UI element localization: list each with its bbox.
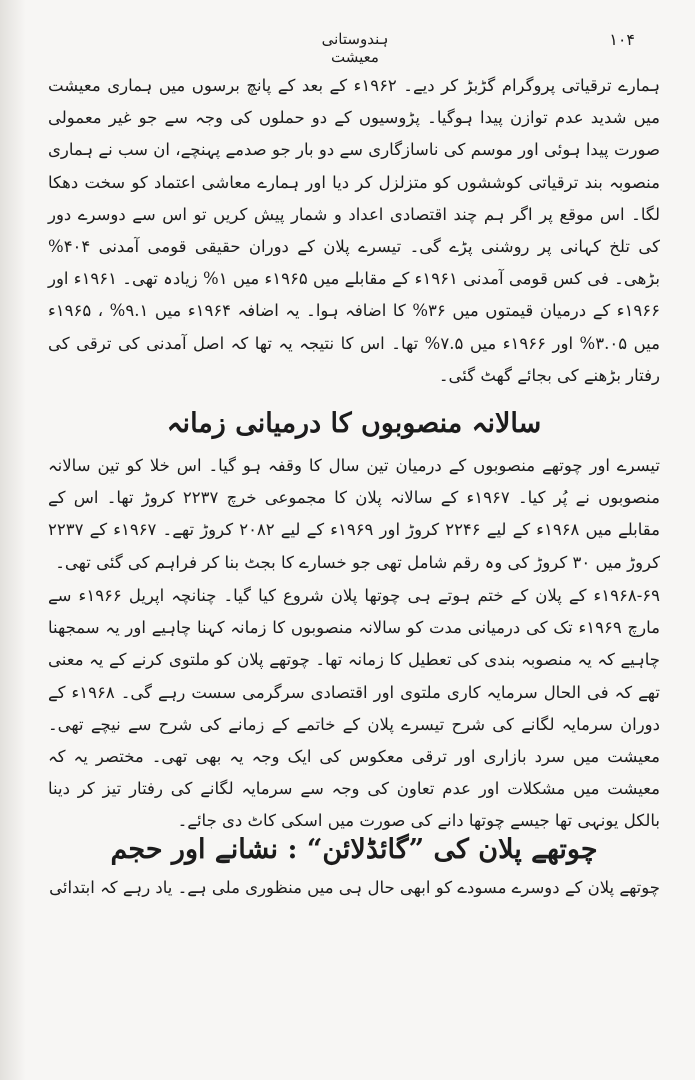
paragraph-4 <box>48 872 660 904</box>
page-edge-shadow <box>0 0 26 1080</box>
running-title: ہندوستانی معیشت <box>321 30 389 66</box>
paragraph-1-text: ہمارے ترقیاتی پروگرام گڑبڑ کر دیے۔ ۱۹۶۲ء کے بعد کے پانچ برسوں میں ہماری معیشت میں شدید عدم توازن پیدا ہوگیا۔ پڑوسیوں کے دو حملوں کی وجہ سے جو غیر معمولی صورت پیدا ہوئی اور موسم کی ناسازگاری سے دو بار جو صدمے پہنچے، ان سب نے ہماری منصوبہ بند ترقیاتی کوششوں کو متزلزل کر دیا اور ہمارے معاشی اعتماد کو سخت دھکا لگا۔ اس موقع پر اگر ہم چند اقتصادی اعداد و شمار پیش کریں تو اس سے دوسرے دور کی تلخ کہانی پر روشنی پڑے گی۔ تیسرے پلان کے دوران حقیقی قومی آمدنی ۴۰۴% بڑھی۔ فی کس قومی آمدنی ۱۹۶۱ء کے مقابلے میں ۱۹۶۵ء میں ۱% زیادہ تھی۔ ۱۹۶۱ء اور ۱۹۶۶ء کے درمیان قیمتوں میں ۳۶% کا اضافہ ہوا۔ یہ اضافہ ۱۹۶۴ء میں ۹.۱% ، ۱۹۶۵ء میں ۳.۰۵% اور ۱۹۶۶ء میں ۷.۵% تھا۔ اس کا نتیجہ یہ تھا کہ اصل آمدنی کی ترقی کی رفتار بڑھنے کی بجائے گھٹ گئی۔ <box>48 76 660 385</box>
paragraph-4-text: چوتھے پلان کے دوسرے مسودے کو ابھی حال ہی میں منظوری ملی ہے۔ یاد رہے کہ ابتدائی <box>49 878 660 897</box>
section-heading-fourth-plan: چوتھے پلان کی ”گائڈلائن“ : نشانے اور حجم <box>110 834 598 865</box>
paragraph-3-text: ۱۹۶۸-۶۹ء کے پلان کے ختم ہوتے ہی چوتھا پلان شروع کیا گیا۔ چنانچہ اپریل ۱۹۶۶ء سے مارچ ۱۹۶۹ء تک کی درمیانی مدت کو سالانہ منصوبوں کا زمانہ کہنا چاہیے اور یہ سمجھنا چاہیے کہ یہ منصوبہ بندی کی تعطیل کا زمانہ تھا۔ چوتھے پلان کو ملتوی کرنے کے یہ معنی تھے کہ فی الحال سرمایہ کاری ملتوی اور اقتصادی سرگرمی سست رہے گی۔ ۱۹۶۸ء کے دوران سرمایہ لگانے کی شرح تیسرے پلان کے خاتمے کے زمانے کی شرح سے نیچے تھی۔ معیشت میں سرد بازاری اور ترقی معکوس کی ایک وجہ یہ بھی تھی۔ مختصر یہ کہ معیشت میں مشکلات اور عدم تعاون کی وجہ سے سرمایہ لگانے کی رفتار تیز کر دینا بالکل یونہی تھا جیسے چوتھا دانے کی صورت میں اسکی کاٹ دی جائے۔ <box>48 586 661 831</box>
paragraph-2 <box>48 450 660 579</box>
paragraph-3 <box>48 580 660 838</box>
paragraph-1 <box>48 70 660 392</box>
page-number: ۱۰۴ <box>609 30 635 49</box>
page-header <box>0 28 695 66</box>
section-heading-annual-plans: سالانہ منصوبوں کا درمیانی زمانہ <box>166 408 542 439</box>
paragraph-2-text: تیسرے اور چوتھے منصوبوں کے درمیان تین سال کا وقفہ ہو گیا۔ اس خلا کو تین سالانہ منصوبوں نے پُر کیا۔ ۱۹۶۷ء کے سالانہ پلان کا مجموعی خرچ ۲۲۳۷ کروڑ تھا۔ اس کے مقابلے میں ۱۹۶۸ء کے لیے ۲۲۴۶ کروڑ اور ۱۹۶۹ء کے لیے ۲۰۸۲ کروڑ تھے۔ ۱۹۶۷ء کے ۲۲۳۷ کروڑ میں ۳۰ کروڑ کی وہ رقم شامل تھی جو خسارے کا بجٹ بنا کر فراہم کی گئی تھی۔ <box>48 456 660 572</box>
